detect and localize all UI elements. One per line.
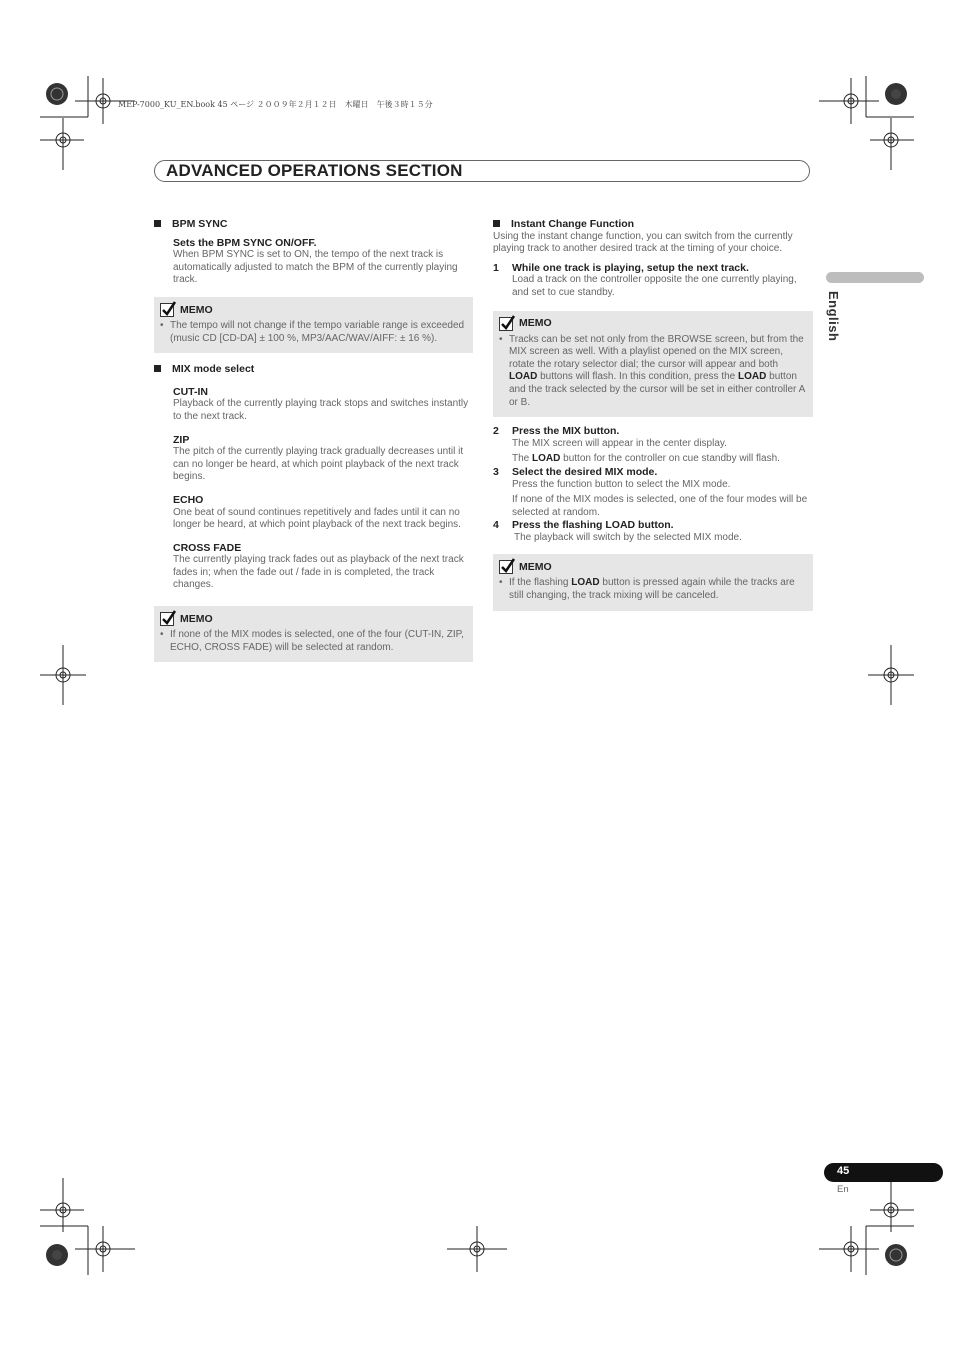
print-header: MEP-7000_KU_EN.book 45 ページ ２００９年２月１２日 木曜日 午後３時１５分 [118, 100, 433, 109]
checkmark-icon [499, 560, 513, 574]
memo-item: If the flashing LOAD button is pressed again while the tracks are still changing, the track mixing will be canceled. [509, 577, 795, 602]
step-1: 1 While one track is playing, setup the next track. [493, 261, 749, 274]
checkmark-icon [160, 612, 174, 626]
step-1-text: Load a track on the controller opposite the one currently playing, and set to cue standby. [512, 274, 797, 298]
step-3: 3 Select the desired MIX mode. [493, 465, 658, 478]
echo-text: One beat of sound continues repetitively and fades until it can no longer be heard, at which point playback of the next track begins. [173, 506, 461, 531]
instant-change-heading: Instant Change Function [493, 218, 813, 231]
page-number: 45 [837, 1165, 850, 1177]
step-4-text: The playback will switch by the selected MIX mode. [514, 531, 742, 543]
memo-box: MEMO • If none of the MIX modes is selected, one of the four (CUT-IN, ZIP, ECHO, CROSS FADE) will be selected at random. [154, 606, 473, 662]
step-2: 2 Press the MIX button. [493, 425, 620, 438]
cross-fade-text: The currently playing track fades out as playback of the next track fades in; when the fade out / fade in is completed, the track changes. [173, 554, 464, 591]
memo-box: MEMO • The tempo will not change if the tempo variable range is exceeded (music CD [CD-DA] ± 100 %, MP3/AAC/WAV/AIFF: ± 16 %). [154, 297, 473, 353]
memo-box: MEMO • If the flashing LOAD button is pressed again while the tracks are still changing, the track mixing will be canceled. [493, 554, 813, 610]
step-3-note: If none of the MIX modes is selected, one of the four modes will be selected at random. [512, 494, 808, 518]
step-2-text: The MIX screen will appear in the center display. [512, 437, 727, 449]
right-column [493, 218, 813, 611]
bpm-sync-subheading: Sets the BPM SYNC ON/OFF. [173, 236, 317, 249]
checkmark-icon [499, 317, 513, 331]
bpm-sync-text: When BPM SYNC is set to ON, the tempo of the next track is automatically adjusted to match the BPM of the currently playing track. [173, 249, 458, 286]
section-title: ADVANCED OPERATIONS SECTION [166, 161, 463, 180]
cut-in-title: CUT-IN [173, 385, 208, 398]
checkmark-icon [160, 303, 174, 317]
step-3-text: Press the function button to select the MIX mode. [512, 478, 731, 490]
cut-in-text: Playback of the currently playing track stops and switches instantly to the next track. [173, 398, 469, 422]
zip-text: The pitch of the currently playing track gradually decreases until it can no longer be heard, at which point playback of the next track begins. [173, 446, 464, 483]
instant-change-intro: Using the instant change function, you can switch from the currently playing track to another desired track at the timing of your choice. [493, 230, 793, 255]
zip-title: ZIP [173, 433, 190, 446]
cross-fade-title: CROSS FADE [173, 541, 242, 554]
page-language: En [837, 1184, 849, 1195]
language-label: English [826, 291, 841, 342]
memo-item: Tracks can be set not only from the BROWSE screen, but from the MIX screen as well. With a playlist opened on the MIX screen, rotate the rotary selector dial; the cursor will appear and both LOAD buttons will flash. In this condition, press the LOAD button and the track selected by the cursor will be set in either controller A or B. [509, 333, 805, 408]
left-column [154, 218, 473, 662]
step-2-note: The LOAD button for the controller on cue standby will flash. [512, 453, 780, 465]
bpm-sync-heading: BPM SYNC [154, 218, 473, 231]
memo-item: If none of the MIX modes is selected, one of the four (CUT-IN, ZIP, ECHO, CROSS FADE) will be selected at random. [170, 629, 464, 653]
memo-item: The tempo will not change if the tempo variable range is exceeded (music CD [CD-DA] ± 100 %, MP3/AAC/WAV/AIFF: ± 16 %). [170, 319, 465, 344]
echo-title: ECHO [173, 493, 204, 506]
mix-mode-heading: MIX mode select [154, 363, 473, 376]
language-tab [826, 272, 924, 283]
memo-box: MEMO • Tracks can be set not only from the BROWSE screen, but from the MIX screen as well. With a playlist opened on the MIX screen, rotate the rotary selector dial; the cursor will appear and both LOAD buttons will flash. In this condition, press the LOAD button and the track selected by the cursor will be set in either controller A or B. [493, 311, 813, 418]
step-4: 4 Press the flashing LOAD button. [493, 519, 674, 532]
